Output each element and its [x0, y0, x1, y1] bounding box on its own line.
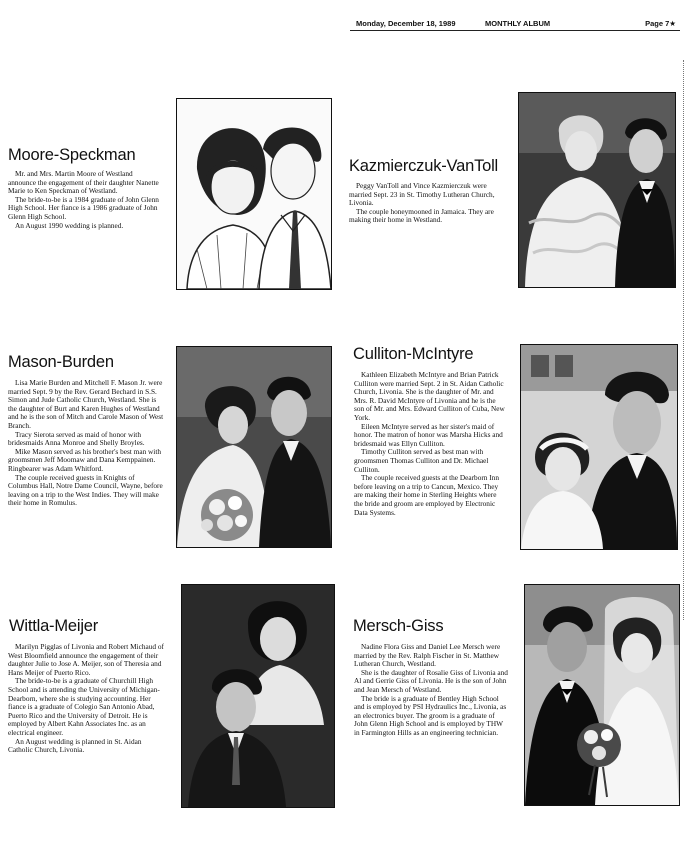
paragraph: The couple honeymooned in Jamaica. They are making their home in Westland.: [349, 206, 494, 225]
paragraph: Kathleen Elizabeth McIntyre and Brian Patrick Culliton were married Sept. 2 in St. Aidan Catholic Church, Livonia. She is the daughter of Mr. and Mrs. R. David McIntyre of Livonia and he is the son of Mr. and Mrs. Edward Culliton of Cuba, New York.: [354, 370, 505, 422]
paragraph: Tracy Sierota served as maid of honor with bridesmaids Anna Monroe and Shelly Broyles.: [8, 429, 145, 448]
paragraph: An August wedding is planned in St. Aidan Catholic Church, Livonia.: [8, 736, 142, 755]
announcement-body: [8, 379, 164, 508]
paragraph: The bride is a graduate of Bentley High School and is employed by PSI Hydraulics Inc., Livonia, as an electronics buyer. The groom is a graduate of John Glenn High School and is employed by THW in Farmington Hills as an engineering technician.: [354, 693, 507, 737]
announcement-title: Kazmierczuk-VanToll: [349, 157, 499, 175]
paragraph: The couple received guests in Knights of Columbus Hall, Notre Dame Council, Wayne, before leaving on a trip to the West Indies. They will make their home in Romulus.: [8, 472, 163, 508]
announcement-body: [8, 170, 160, 230]
page-masthead: [350, 16, 680, 31]
paragraph: An August 1990 wedding is planned.: [15, 220, 124, 230]
scan-edge-line: [683, 60, 685, 620]
masthead-page-number: Page 7★: [645, 19, 676, 28]
paragraph: Peggy VanToll and Vince Kazmierczuk were married Sept. 23 in St. Timothy Lutheran Church, Livonia.: [349, 181, 495, 208]
announcement-title: Wittla-Meijer: [9, 617, 99, 635]
paragraph: Lisa Marie Burden and Mitchell F. Mason Jr. were married Sept. 9 by the Rev. Gerard Bechard in S.S. Simon and Jude Catholic Church, Westland. She is the daughter of Burt and Karen Hughes of Westland and he is the son of Mitch and Carole Mason of West Branch.: [8, 378, 164, 430]
announcement-title: Culliton-McIntyre: [353, 345, 474, 363]
paragraph: The bride-to-be is a 1984 graduate of John Glenn High School. Her fiance is a 1986 graduate of John Glenn High School.: [8, 194, 159, 221]
announcement-body: [8, 643, 166, 755]
announcement-title: Mason-Burden: [8, 353, 114, 371]
announcement-body: [349, 182, 501, 225]
wedding-photo-mason-burden: [176, 346, 332, 548]
paragraph: Mike Mason served as his brother's best man with groomsmen Jeff Moomaw and Dana Kemppainen. Ringbearer was Adam Whitford.: [8, 446, 162, 473]
masthead-date: Monday, December 18, 1989: [356, 19, 456, 28]
announcement-body: [354, 371, 506, 517]
paragraph: Nadine Flora Giss and Daniel Lee Mersch were married by the Rev. Ralph Fischer in St. Matthew Lutheran Church, Westland.: [354, 642, 501, 669]
announcement-title: Moore-Speckman: [8, 146, 136, 164]
paragraph: Timothy Culliton served as best man with groomsmen Thomas Culliton and Dr. Michael Culliton.: [354, 447, 489, 474]
masthead-section: MONTHLY ALBUM: [485, 19, 551, 28]
paragraph: Mr. and Mrs. Martin Moore of Westland announce the engagement of their daughter Nanette Marie to Ken Speckman of Westland.: [8, 169, 159, 196]
paragraph: She is the daughter of Rosalie Giss of Livonia and Al and Gerrie Giss of Livonia. He is the son of John and Jean Mersch of Westland.: [354, 667, 508, 694]
engagement-photo-moore-speckman: [176, 98, 332, 290]
wedding-photo-mersch-giss: [524, 584, 680, 806]
engagement-photo-wittla-meijer: [181, 584, 335, 808]
paragraph: The couple received guests at the Dearborn Inn before leaving on a trip to Cancun, Mexico. They are making their home in Sterling Heights where the bride and groom are employed by Electronic Data Systems.: [354, 473, 499, 517]
announcement-body: [354, 643, 508, 738]
paragraph: Marilyn Pigglas of Livonia and Robert Michaud of West Bloomfield announce the engagement of their daughter Julie to Jose A. Meijer, son of Theresia and Hans Meijer of Puerto Rico.: [8, 642, 164, 677]
paragraph: The bride-to-be is a graduate of Churchill High School and is attending the University of Michigan-Dearborn, where she is studying accounting. Her fiance is a graduate of Colegio San Antonio Abad, Puerto Rico and the University of Detroit. He is employed by Albert Kahn Associates Inc. as an electrical engineer.: [8, 676, 160, 737]
wedding-photo-culliton-mcintyre: [520, 344, 678, 550]
announcement-title: Mersch-Giss: [353, 617, 444, 635]
wedding-photo-kazmierczuk-vantoll: [518, 92, 676, 288]
paragraph: Eileen McIntyre served as her sister's maid of honor. The matron of honor was Marsha Hicks and bridesmaid was Ellyn Culliton.: [354, 421, 503, 448]
